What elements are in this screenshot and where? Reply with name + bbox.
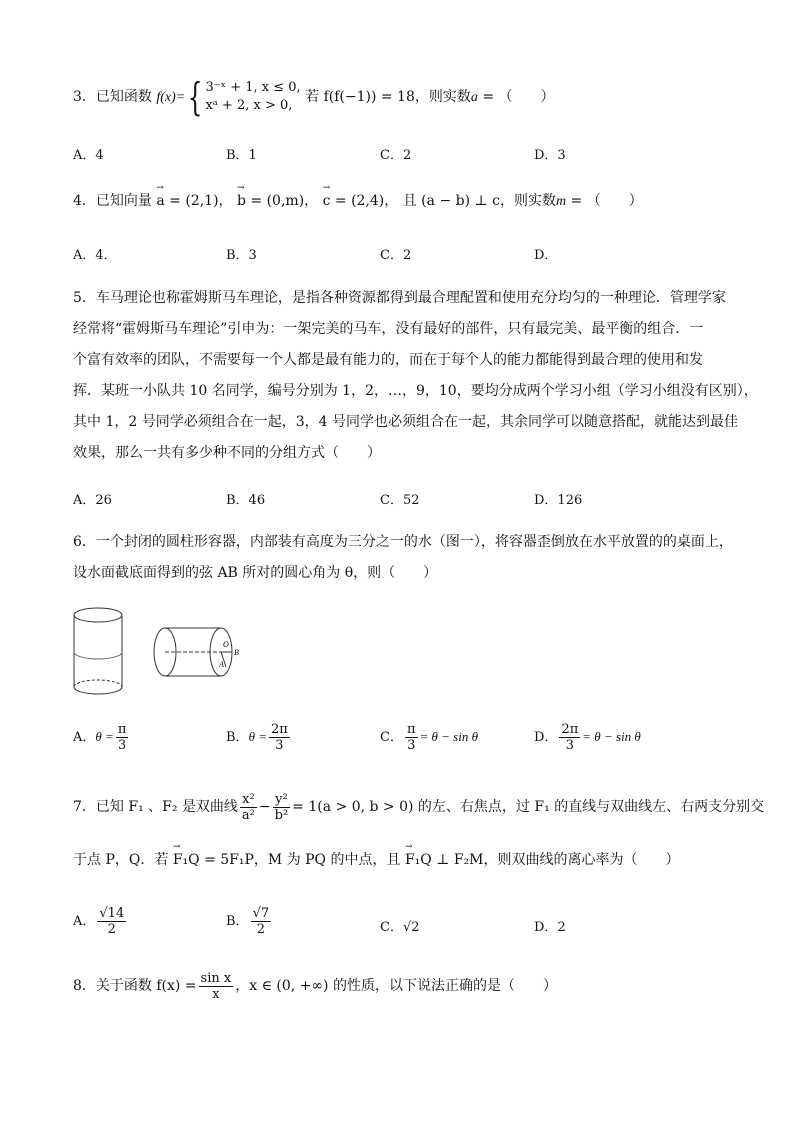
option-c[interactable]: C．2 xyxy=(380,148,412,163)
question-6 xyxy=(73,527,733,589)
variable: a xyxy=(470,90,478,105)
question-number: 4． xyxy=(73,193,96,209)
q5-line: 个富有效率的团队，不需要每一个人都是最有能力的，而在于每个人的能力都能得到最合理的使用和发 xyxy=(73,352,703,368)
question-condition: 若 f(f(−1)) = 18，则实数 xyxy=(305,89,471,105)
q4-options xyxy=(73,244,723,266)
question-8 xyxy=(73,967,557,1005)
question-text: 7．已知 F₁ 、F₂ 是双曲线 xyxy=(73,799,238,815)
question-text: = 1(a > 0, b > 0) 的左、右焦点，过 F₁ 的直线与双曲线左、右两支分别交 xyxy=(292,799,765,815)
case-2: xᵃ + 2, x > 0, xyxy=(205,98,293,113)
answer-blank: = （ ） xyxy=(477,89,555,105)
question-5 xyxy=(73,283,758,469)
option-d[interactable]: D．2 xyxy=(534,920,566,935)
q6-line: 6．一个封闭的圆柱形容器，内部装有高度为三分之一的水（图一），将容器歪倒放在水平放置的的桌面上， xyxy=(73,534,733,550)
q5-line: 5．车马理论也称霍姆斯马车理论，是指各种资源都得到最合理配置和使用充分均匀的一种理论．管理学家 xyxy=(73,290,726,306)
question-text: 已知向量 xyxy=(95,193,152,209)
label-b: B xyxy=(234,648,239,657)
q5-line: 效果，那么一共有多少种不同的分组方式（ ） xyxy=(73,445,381,461)
cylinder-figure xyxy=(70,605,260,697)
variable: m xyxy=(555,194,567,209)
vector-equation: → F₁Q = 5F₁P xyxy=(173,850,254,870)
minus-sign: − xyxy=(258,799,271,815)
question-text: 于点 P，Q．若 xyxy=(73,852,169,868)
vector-condition: → F₁Q ⊥ F₂M xyxy=(405,850,484,870)
case-1: 3⁻ˣ + 1, x ≤ 0, xyxy=(205,80,301,95)
fraction-num: sin x xyxy=(200,970,232,986)
question-text: ，M 为 PQ 的中点，且 xyxy=(253,852,401,868)
option-a[interactable]: A．4． xyxy=(73,248,117,263)
question-3 xyxy=(73,75,555,119)
option-c[interactable]: C．√2 xyxy=(380,920,420,935)
label-a: A xyxy=(219,660,224,669)
option-a[interactable]: A．4 xyxy=(73,148,104,163)
option-b[interactable]: B．3 xyxy=(226,248,257,263)
option-d[interactable]: D． xyxy=(534,248,558,263)
question-7-line-2 xyxy=(73,850,679,870)
option-c[interactable]: C． $\frac{\pi}{3}$ = θ − sin θ xyxy=(380,722,478,753)
answer-blank: = （ ） xyxy=(566,193,643,209)
q7-options xyxy=(73,906,723,946)
vector-b: → b = (0,m)， xyxy=(237,191,318,211)
question-4 xyxy=(73,191,643,212)
q3-options xyxy=(73,144,723,166)
question-7-line-1 xyxy=(73,788,764,826)
question-condition: 且 (a − b) ⊥ c，则实数 xyxy=(402,193,556,209)
option-b[interactable]: B． $\frac{√7}{2}$ xyxy=(226,906,270,937)
piecewise-brace: { xyxy=(188,75,203,119)
q5-line: 经常将“霍姆斯马车理论”引申为：一架完美的马车，没有最好的部件，只有最完美、最平衡的组合．一 xyxy=(73,321,704,337)
q5-options xyxy=(73,489,723,511)
upright-cylinder xyxy=(74,608,122,694)
question-text: ，则双曲线的离心率为（ ） xyxy=(483,852,680,868)
question-text: ，x ∈ (0, +∞) 的性质，以下说法正确的是（ ） xyxy=(235,978,557,994)
option-d[interactable]: D．126 xyxy=(534,493,583,508)
option-b[interactable]: B．θ = $\frac{2\pi}{3}$ xyxy=(226,722,288,753)
option-b[interactable]: B．46 xyxy=(226,493,266,508)
option-c[interactable]: C．2 xyxy=(380,248,412,263)
option-a[interactable]: A． $\frac{√14}{2}$ xyxy=(73,906,125,937)
option-d[interactable]: D． $\frac{2\pi}{3}$ = θ − sin θ xyxy=(534,722,641,753)
fraction-num: y² xyxy=(273,792,291,808)
question-text: 已知函数 xyxy=(95,89,152,105)
option-b[interactable]: B．1 xyxy=(226,148,257,163)
fraction-den: x xyxy=(212,986,220,1002)
q5-line: 挥．某班一小队共 10 名同学，编号分别为 1，2，…，9，10，要均分成两个学习小组（学习小组没有区别）， xyxy=(73,383,758,399)
option-a[interactable]: A．θ = $\frac{\pi}{3}$ xyxy=(73,722,127,753)
question-number: 3． xyxy=(73,89,96,105)
option-c[interactable]: C．52 xyxy=(380,493,420,508)
option-d[interactable]: D．3 xyxy=(534,148,566,163)
q5-line: 其中 1，2 号同学必须组合在一起，3，4 号同学也必须组合在一起，其余同学可以随意搭配，就能达到最佳 xyxy=(73,414,738,430)
question-text: 8．关于函数 f(x) = xyxy=(73,978,197,994)
fraction-den: a² xyxy=(241,807,255,823)
function-label: f(x)= xyxy=(156,90,186,105)
piecewise-cases xyxy=(205,79,300,115)
q6-options xyxy=(73,722,723,762)
fraction-den: b² xyxy=(274,807,289,823)
option-a[interactable]: A．26 xyxy=(73,493,112,508)
fraction-num: x² xyxy=(240,792,257,808)
vector-a: → a = (2,1)， xyxy=(156,191,232,211)
label-o: O xyxy=(223,640,229,649)
vector-c: → c = (2,4)， xyxy=(323,191,399,211)
q6-line: 设水面截底面得到的弦 AB 所对的圆心角为 θ，则（ ） xyxy=(73,565,438,581)
